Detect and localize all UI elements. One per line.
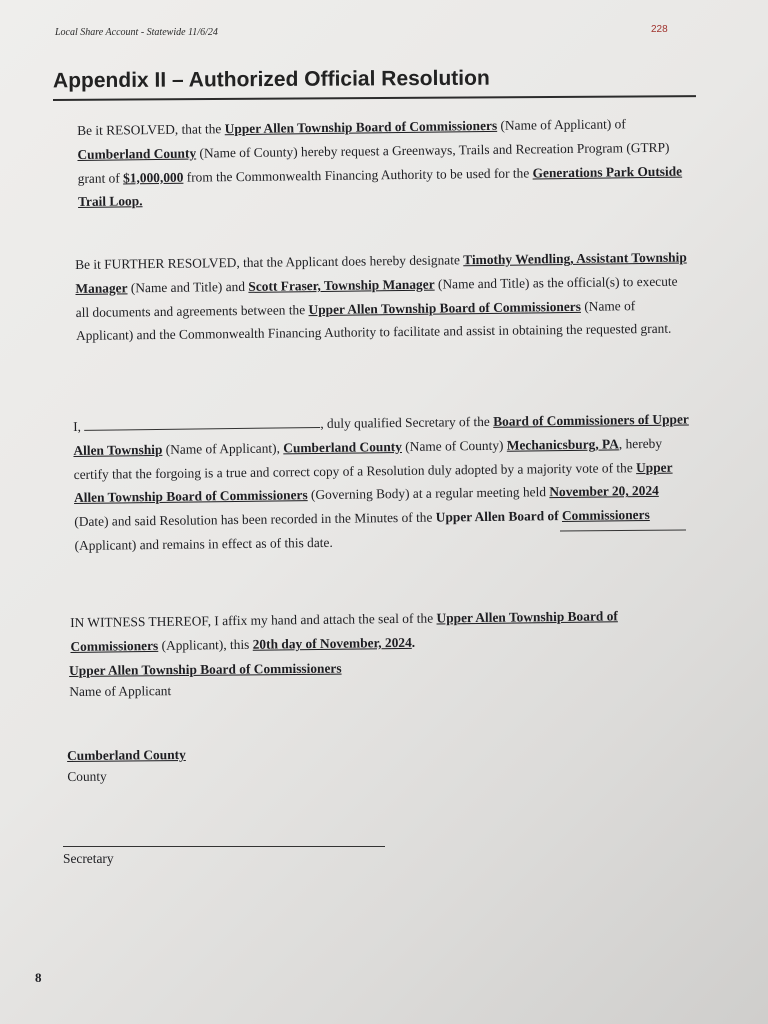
applicant-label: Name of Applicant bbox=[69, 683, 172, 699]
secretary-label: Secretary bbox=[63, 851, 114, 866]
meeting-date: November 20, 2024 bbox=[549, 483, 659, 500]
secretary-signature-line[interactable] bbox=[63, 846, 385, 847]
secretary-name-blank[interactable] bbox=[84, 417, 320, 431]
applicant-name: Upper Allen Township Board of Commissioners bbox=[70, 608, 618, 654]
header-account-label: Local Share Account - Statewide 11/6/24 bbox=[55, 27, 218, 38]
applicant-name: Upper Allen Township Board of Commissioners bbox=[224, 117, 498, 137]
applicant-name: Board of Commissioners of Upper Allen Township bbox=[73, 411, 689, 458]
grant-amount: $1,000,000 bbox=[123, 169, 184, 186]
title-divider bbox=[53, 95, 696, 101]
project-name: Generations Park Outside Trail Loop. bbox=[77, 163, 683, 210]
designated-official-1: Timothy Wendling, Assistant Township Manager bbox=[75, 249, 687, 296]
county-value: Cumberland County bbox=[67, 746, 186, 763]
applicant-name: Upper Allen Township Board of Commissioners bbox=[308, 298, 582, 317]
witness-date: 20th day of November, 2024 bbox=[252, 634, 412, 652]
resolution-paragraph-2: Be it FURTHER RESOLVED, that the Applicant does hereby designate Timothy Wendling, Assistant Township Manager (Name and Title) and Scott Fraser, Township Manager (Name and Title) as the official(s) to execute all documents and agreements between the Upper Allen Township Board of Commissioners (Name of Applicant) and the Commonwealth Financing Authority to facilitate and assist in obtaining the requested grant. bbox=[75, 249, 687, 344]
applicant-block bbox=[69, 658, 342, 702]
county-label: County bbox=[67, 768, 107, 784]
header-page-ref: 228 bbox=[651, 24, 668, 35]
resolution-paragraph-1: Be it RESOLVED, that the Upper Allen Township Board of Commissioners (Name of Applicant) of Cumberland County (Name of County) hereby request a Greenways, Trails and Recreation Program (GTRP) grant of $1,000,000 from the Commonwealth Financing Authority to be used for the Generations Park Outside Trail Loop. bbox=[77, 116, 683, 210]
certification-paragraph: I, , duly qualified Secretary of the Board of Commissioners of Upper Allen Township (Name of Applicant), Cumberland County (Name of County) Mechanicsburg, PA, hereby certify that the forgoing is a true and correct copy of a Resolution duly adopted by a majority vote of the Upper Allen Township Board of Commissioners (Governing Body) at a regular meeting held November 20, 2024 (Date) and said Resolution has been recorded in the Minutes of the Upper Allen Board of Commissioners (Applicant) and remains in effect as of this date. bbox=[73, 411, 689, 553]
designated-official-2: Scott Fraser, Township Manager bbox=[248, 276, 435, 294]
county-name: Cumberland County bbox=[283, 438, 402, 456]
county-name: Cumberland County bbox=[77, 145, 197, 162]
page-number: 8 bbox=[35, 970, 42, 985]
applicant-value: Upper Allen Township Board of Commissioners bbox=[69, 660, 342, 678]
page-title: Appendix II – Authorized Official Resolution bbox=[52, 66, 490, 93]
county-block bbox=[67, 744, 186, 787]
municipality: Mechanicsburg, PA bbox=[506, 436, 619, 453]
witness-paragraph: IN WITNESS THEREOF, I affix my hand and attach the seal of the Upper Allen Township Board of Commissioners (Applicant), this 20th day of November, 2024. bbox=[70, 608, 618, 654]
governing-body: Upper Allen Township Board of Commissioners bbox=[73, 459, 673, 506]
